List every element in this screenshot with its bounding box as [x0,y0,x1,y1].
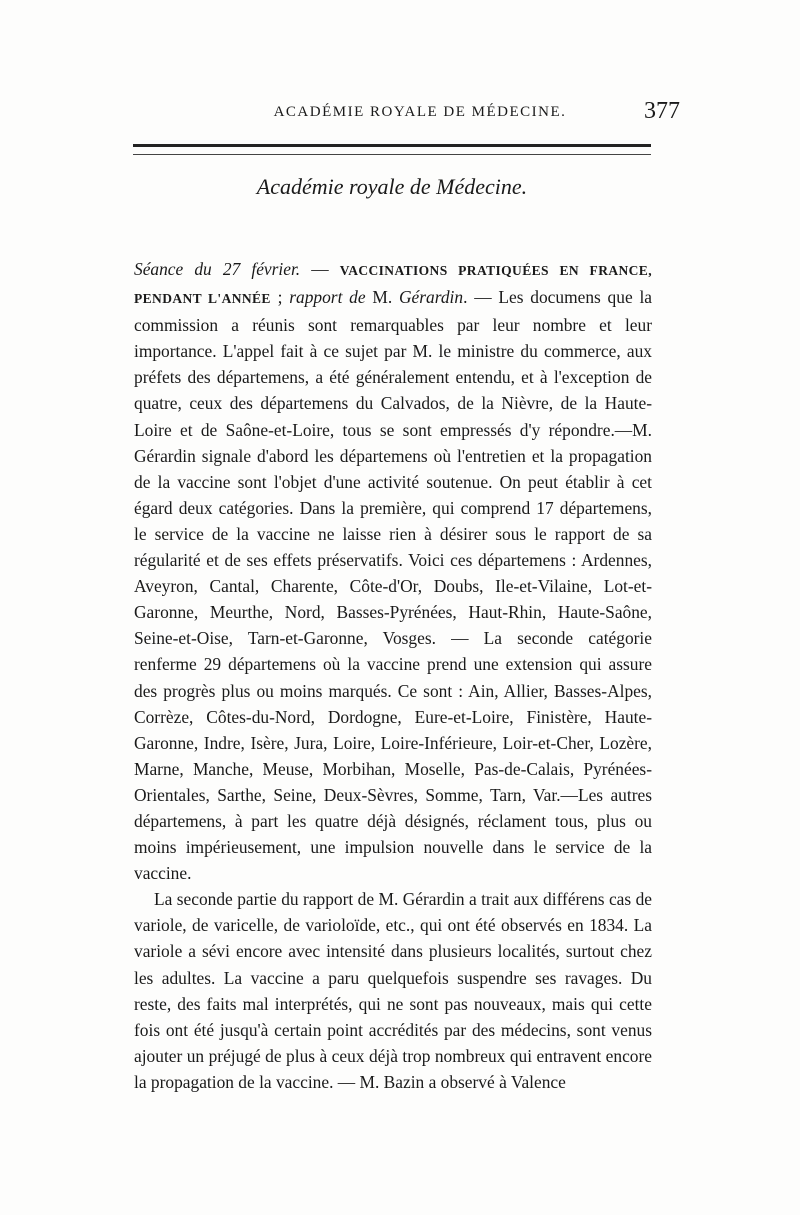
dash: — [300,259,340,279]
separator: ; [270,287,290,308]
running-title: ACADÉMIE ROYALE DE MÉDECINE. [273,104,567,120]
paragraph-2 [134,886,652,1095]
body-text [134,256,652,1095]
report-label: rapport de [289,287,366,308]
session-date: Séance du 27 février. [134,259,301,279]
report-author: Gérardin [398,287,464,308]
header-rule [133,144,651,155]
paragraph-1-text: Les documens que la commission a réunis sont remarquables par leur nombre et leur importance. L'appel fait à ce sujet par M. le ministre du commerce, aux préfets des départemens, a été généralement entendu, et à l'exception de quatre, ceux des départemens du Calvados, de la Nièvre, de la Haute-Loire et de Saône-et-Loire, tous se sont empressés d'y répondre.—M. Gérardin signale d'abord les départemens où l'entretien et la propagation de la vaccine sont l'objet d'une activité soutenue. On peut établir à cet égard deux catégories. Dans la première, qui comprend 17 départemens, le service de la vaccine ne laisse rien à désirer sous le rapport de sa régularité et de ses effets préservatifs. Voici ces départemens : Ardennes, Aveyron, Cantal, Charente, Côte-d'Or, Doubs, Ile-et-Vilaine, Lot-et-Garonne, Meurthe, Nord, Basses-Pyrénées, Haut-Rhin, Haute-Saône, Seine-et-Oise, Tarn-et-Garonne, Vosges. — La seconde catégorie renferme 29 départemens où la vaccine prend une extension qui assure des progrès plus ou moins marqués. Ce sont : Ain, Allier, Basses-Alpes, Corrèze, Côtes-du-Nord, Dordogne, Eure-et-Loire, Finistère, Haute-Garonne, Indre, Isère, Jura, Loire, Loire-Inférieure, Loir-et-Cher, Lozère, Marne, Manche, Meuse, Morbihan, Moselle, Pas-de-Calais, Pyrénées-Orientales, Sarthe, Seine, Deux-Sèvres, Somme, Tarn, Var.—Les autres départemens, à part les quatre déjà désignés, réclament tous, plus ou moins impérieusement, une impulsion nouvelle dans le service de la vaccine. [134,287,653,884]
running-head [160,98,680,132]
page-number: 377 [644,98,680,124]
dash: . — [463,287,499,308]
paragraph-1 [134,256,652,886]
report-title: VACCINATIONS PRATIQUÉES EN FRANCE, PENDANT L'ANNÉE [134,263,652,307]
paragraph-2-text: La seconde partie du rapport de M. Gérardin a trait aux différens cas de variole, de varicelle, de varioloïde, etc., qui ont été observés en 1834. La variole a sévi encore avec intensité dans plusieurs localités, surtout chez les adultes. La vaccine a paru quelquefois suspendre ses ravages. Du reste, des faits mal interprétés, qui ne sont pas nouveaux, mais qui cette fois ont été jusqu'à certain point accrédités par des médecins, sont venus ajouter un préjugé de plus à ceux déjà trop nombreux qui entravent encore la propagation de la vaccine. — M. Bazin a observé à Valence [134,889,652,1092]
section-title: Académie royale de Médecine. [256,174,528,199]
report-author-prefix: M. [365,287,399,308]
